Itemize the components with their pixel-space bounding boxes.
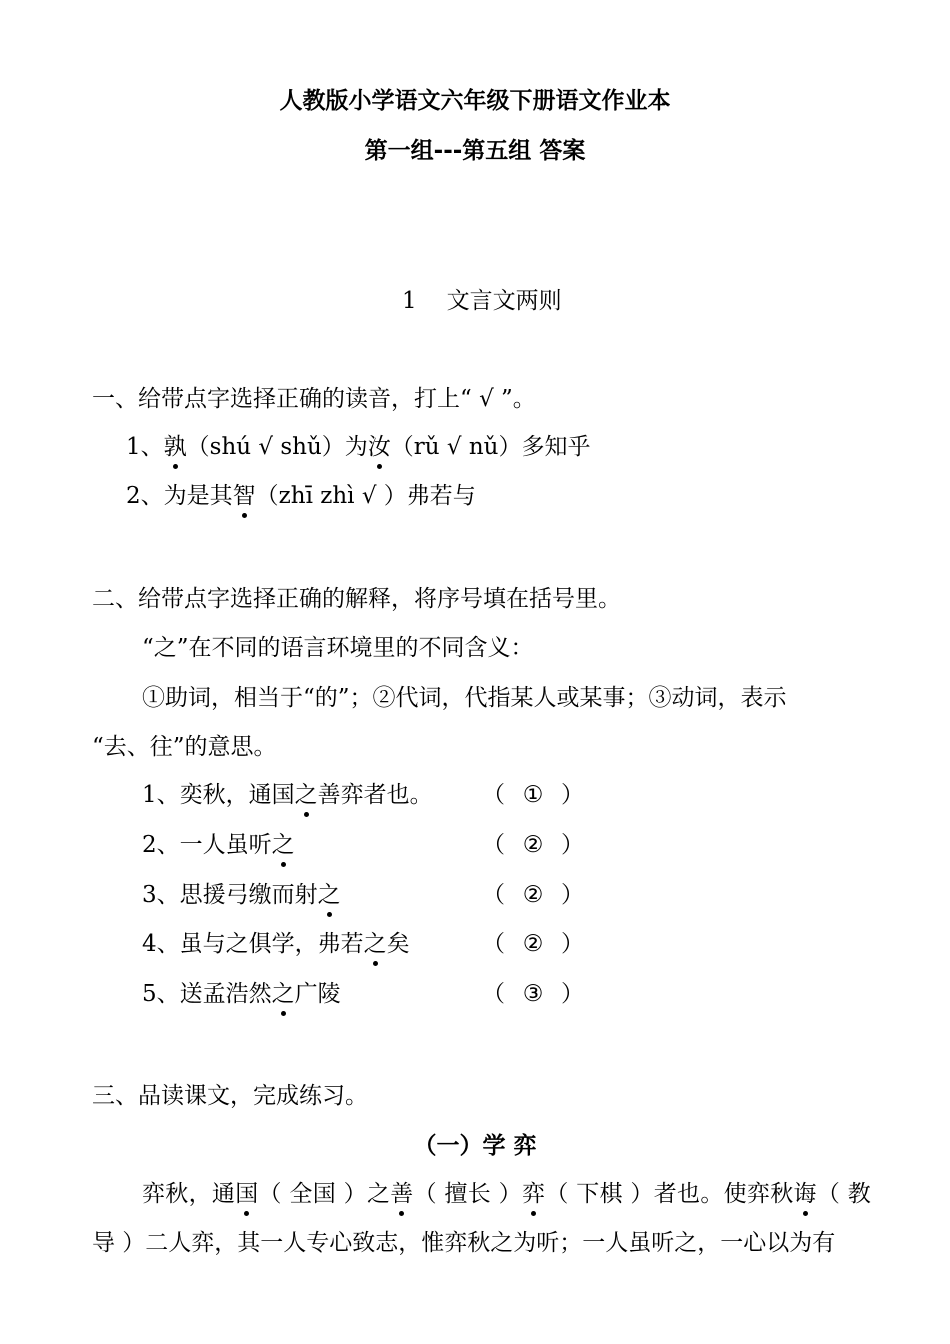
document-title: 人教版小学语文六年级下册语文作业本: [279, 88, 671, 114]
item-text: 矣: [386, 931, 410, 957]
section1-question-1: [126, 432, 591, 462]
open-paren: （: [482, 782, 505, 808]
passage-text: （ 教: [816, 1181, 872, 1207]
dotted-char: 之: [271, 832, 295, 858]
answer-value: ②: [522, 832, 544, 858]
section3-heading: 三、品读课文，完成练习。: [92, 1083, 368, 1109]
dotted-char: 之: [317, 882, 341, 908]
dotted-char: 诲: [793, 1181, 817, 1207]
dotted-char: 孰: [163, 434, 187, 460]
dotted-char: 弈: [522, 1181, 546, 1207]
passage-line-1: [142, 1179, 871, 1209]
open-paren: （: [482, 882, 505, 908]
answer-3: [482, 880, 584, 910]
q1-options-2: （rǔ √ nǔ）多知乎: [390, 434, 591, 460]
close-paren: ）: [561, 832, 584, 858]
close-paren: ）: [561, 931, 584, 957]
open-paren: （: [482, 981, 505, 1007]
section1-question-2: [126, 481, 476, 511]
section2-definition-line-1: ①助词，相当于“的”；②代词，代指某人或某事；③动词，表示: [142, 685, 787, 711]
lesson-name: 文言文两则: [446, 288, 562, 314]
section2-intro: “之”在不同的语言环境里的不同含义：: [142, 635, 534, 661]
q1-options-1: （shú √ shǔ）为: [186, 434, 368, 460]
dotted-char: 善: [390, 1181, 414, 1207]
q2-prefix: 2、为是其: [126, 483, 233, 509]
section2-item-3: [142, 880, 341, 910]
dotted-char: 汝: [367, 434, 391, 460]
open-paren: （: [482, 832, 505, 858]
answer-4: [482, 929, 584, 959]
answer-value: ②: [522, 882, 544, 908]
lesson-number: 1: [402, 288, 417, 314]
item-text: 5、送孟浩然: [142, 981, 272, 1007]
close-paren: ）: [561, 782, 584, 808]
passage-line-2: 导 ）二人弈，其一人专心致志，惟弈秋之为听；一人虽听之，一心以为有: [92, 1230, 836, 1256]
section2-heading: 二、给带点字选择正确的解释，将序号填在括号里。: [92, 586, 621, 612]
open-paren: （: [482, 931, 505, 957]
close-paren: ）: [561, 981, 584, 1007]
dotted-char: 之: [294, 782, 318, 808]
passage-text: （ 下棋 ）者也。使弈秋: [545, 1181, 794, 1207]
answer-value: ②: [522, 931, 544, 957]
passage-text: （ 擅长 ）: [413, 1181, 522, 1207]
section2-definition-line-2: “去、往”的意思。: [92, 734, 277, 760]
answer-value: ①: [522, 782, 544, 808]
item-text: 3、思援弓缴而射: [142, 882, 318, 908]
q2-options: （zhī zhì √ ）弗若与: [255, 483, 476, 509]
section1-heading: 一、给带点字选择正确的读音，打上“ √ ”。: [92, 386, 536, 412]
passage-text: 弈秋，通: [142, 1181, 236, 1207]
dotted-char: 国: [235, 1181, 259, 1207]
item-text: 广陵: [294, 981, 341, 1007]
item-text: 2、一人虽听: [142, 832, 272, 858]
item-text: 4、虽与之俱学，弗若: [142, 931, 364, 957]
dotted-char: 智: [232, 483, 256, 509]
dotted-char: 之: [363, 931, 387, 957]
answer-value: ③: [522, 981, 544, 1007]
answer-5: [482, 979, 584, 1009]
dotted-char: 之: [271, 981, 295, 1007]
answer-2: [482, 830, 584, 860]
q1-prefix: 1、: [126, 434, 164, 460]
item-text: 善弈者也。: [317, 782, 433, 808]
item-text: 1、奕秋，通国: [142, 782, 295, 808]
section2-item-5: [142, 979, 341, 1009]
section3-subheading: （一）学 弈: [413, 1133, 537, 1159]
section2-item-4: [142, 929, 410, 959]
section2-item-1: [142, 780, 433, 810]
close-paren: ）: [561, 882, 584, 908]
lesson-heading: [402, 286, 562, 316]
section2-item-2: [142, 830, 295, 860]
passage-text: （ 全国 ）之: [258, 1181, 391, 1207]
document-subtitle: 第一组---第五组 答案: [364, 138, 586, 164]
answer-1: [482, 780, 584, 810]
